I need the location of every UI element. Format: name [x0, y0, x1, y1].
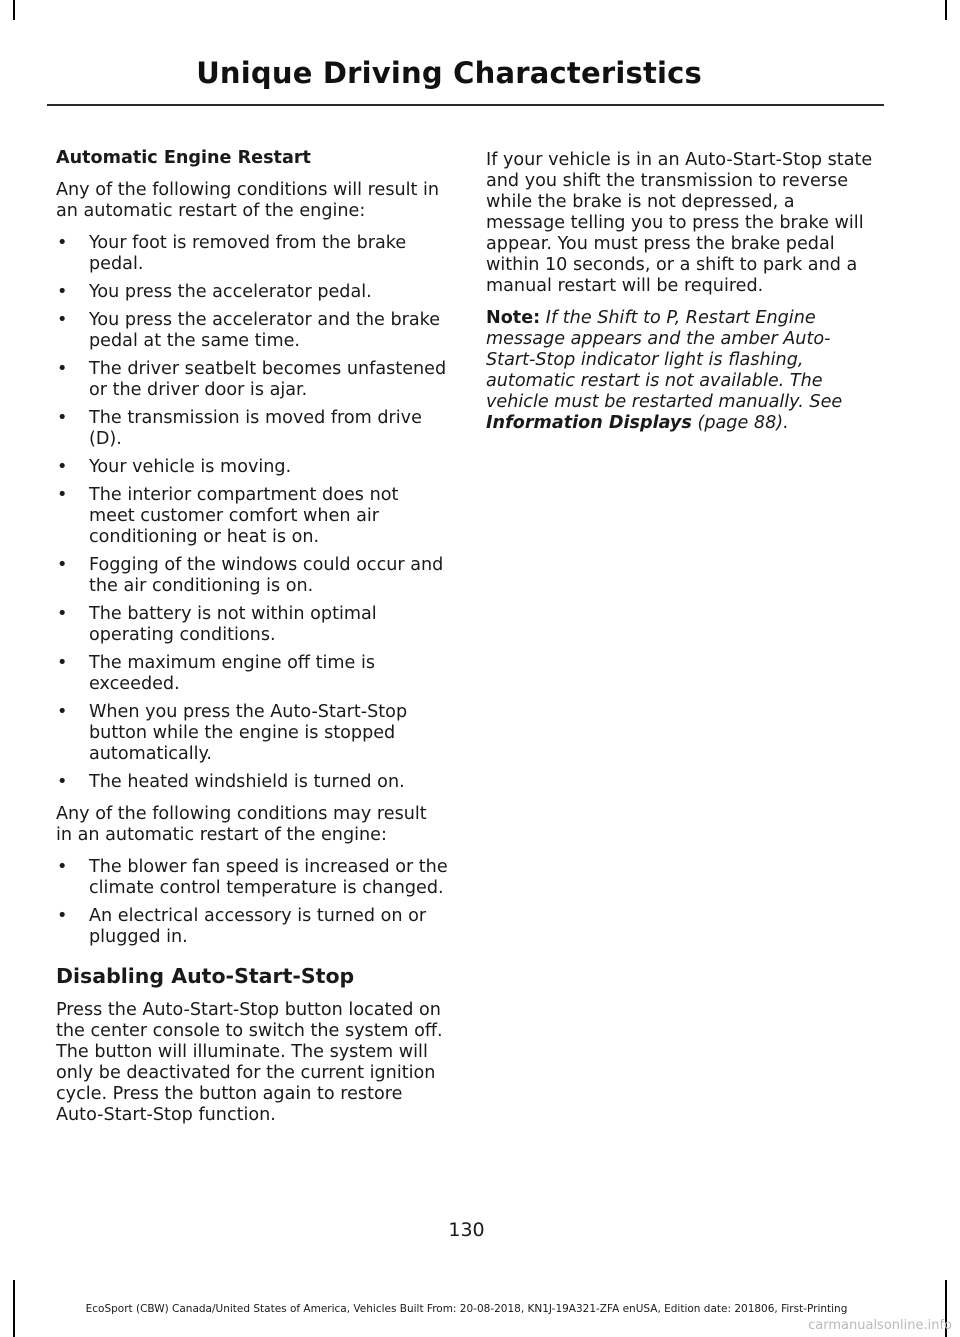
bullet-icon: •: [57, 485, 68, 505]
may-restart-intro: Any of the following conditions may result in an automatic restart of the engine:: [56, 804, 427, 845]
will-restart-intro: Any of the following conditions will result in an automatic restart of the engine:: [56, 180, 440, 221]
note-label: Note:: [486, 308, 541, 328]
bullet-icon: •: [57, 408, 68, 428]
list-item: • When you press the Auto-Start-Stop button while the engine is stopped automatically.: [57, 702, 408, 764]
left-column: [56, 148, 448, 1137]
bullet-icon: •: [57, 653, 68, 673]
list-item: • You press the accelerator and the brake pedal at the same time.: [57, 310, 441, 351]
will-restart-list: [56, 233, 448, 793]
list-item: • You press the accelerator pedal.: [57, 282, 372, 302]
shift-paragraph: If your vehicle is in an Auto-Start-Stop state and you shift the transmission to reverse while the brake is not depressed, a message telling you to press the brake will appear. You must press the brake pedal within 10 seconds, or a shift to park and a manual restart will be required.: [486, 150, 873, 296]
information-displays-link[interactable]: Information Displays: [486, 413, 692, 433]
list-item: • Fogging of the windows could occur and the air conditioning is on.: [57, 555, 444, 596]
list-item: • Your vehicle is moving.: [57, 457, 292, 477]
right-column: [486, 150, 878, 445]
list-item: • The battery is not within optimal operating conditions.: [57, 604, 377, 645]
bullet-icon: •: [57, 604, 68, 624]
list-item: • The driver seatbelt becomes unfastened or the driver door is ajar.: [57, 359, 447, 400]
disabling-heading: Disabling Auto-Start-Stop: [56, 964, 355, 988]
list-item: • An electrical accessory is turned on or plugged in.: [57, 906, 427, 947]
list-item: • The maximum engine off time is exceeded.: [57, 653, 376, 694]
bullet-icon: •: [57, 906, 68, 926]
page-number: 130: [448, 1219, 485, 1241]
crop-mark-top-right: [945, 0, 947, 20]
note-text: If the Shift to P, Restart Engine message appears and the amber Auto-Start-Stop indicator light is flashing, automatic restart is not available. The vehicle must be restarted manually. See: [486, 308, 843, 412]
watermark: carmanualsonline.info: [808, 1318, 952, 1333]
page-reference: (page 88).: [697, 413, 789, 433]
bullet-icon: •: [57, 282, 68, 302]
crop-mark-top-left: [13, 0, 15, 20]
bullet-icon: •: [57, 772, 68, 792]
note-paragraph: [486, 308, 878, 434]
list-item: • The interior compartment does not meet customer comfort when air conditioning or heat is on.: [57, 485, 399, 547]
title-divider: [47, 104, 884, 106]
edition-footer: EcoSport (CBW) Canada/United States of America, Vehicles Built From: 20-08-2018, KN1J-19A321-ZFA enUSA, Edition date: 201806, First-Printing: [85, 1303, 848, 1315]
list-item: • Your foot is removed from the brake pedal.: [57, 233, 407, 274]
list-item: • The heated windshield is turned on.: [57, 772, 405, 792]
may-restart-list: [56, 857, 448, 948]
bullet-icon: •: [57, 359, 68, 379]
list-item: • The transmission is moved from drive (D).: [57, 408, 422, 449]
disabling-text: Press the Auto-Start-Stop button located on the center console to switch the system off. The button will illuminate. The system will only be deactivated for the current ignition cycle. Press the button again to restore Auto-Start-Stop function.: [56, 1000, 443, 1125]
bullet-icon: •: [57, 457, 68, 477]
bullet-icon: •: [57, 555, 68, 575]
bullet-icon: •: [57, 233, 68, 253]
bullet-icon: •: [57, 702, 68, 722]
bullet-icon: •: [57, 310, 68, 330]
page-title: Unique Driving Characteristics: [196, 56, 702, 90]
restart-heading: Automatic Engine Restart: [56, 148, 311, 168]
list-item: • The blower fan speed is increased or the climate control temperature is changed.: [57, 857, 448, 898]
bullet-icon: •: [57, 857, 68, 877]
